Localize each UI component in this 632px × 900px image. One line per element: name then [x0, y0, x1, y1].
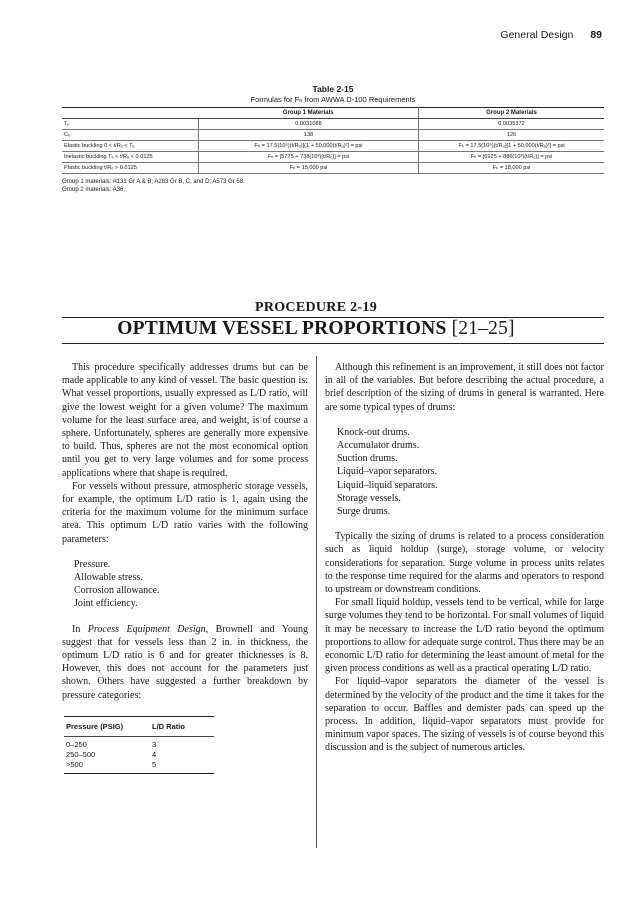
paragraph: For liquid–vapor separators the diameter of the vessel is determined by the velocity of the product and the time it takes for the separation to occur. Baffles and demister pads can speed up the process. In addition, liquid–vapor separators must provide for minimum vapor spaces. The sizing of vessels is of course beyond this discussion and is the subject of numerous articles. — [325, 676, 604, 754]
procedure-references: [21–25] — [451, 318, 515, 339]
list-item: Corrosion allowance. — [74, 585, 160, 597]
table-note: Group 2 materials: A36. — [62, 187, 126, 193]
table-cell: >500 — [66, 760, 83, 770]
formulas-table — [62, 107, 604, 174]
left-column — [62, 361, 308, 774]
procedure-title-text: OPTIMUM VESSEL PROPORTIONS — [117, 318, 447, 339]
table-cell: Fₕ = [5775 + 738(10³)(t/Rₒ)] = psi — [199, 152, 419, 163]
list-item: Surge drums. — [337, 506, 391, 518]
procedure-label: PROCEDURE 2-19 — [254, 300, 378, 315]
table-caption: Formulas for Fₕ from AWWA D-100 Requirements — [250, 95, 416, 104]
paragraph: For small liquid holdup, vessels tend to be vertical, while for large surge volumes they tend to be horizontal. For small volumes of liquid it may be necessary to increase the L/D ratio beyond the optimum proportions to allow for adequate surge control. Thus there may be an economic L/D ratio for determining the least amount of metal for the given process conditions as well as a practical operating L/D ratio. — [325, 597, 604, 675]
table-cell: 250–500 — [66, 750, 96, 760]
table-row — [62, 130, 604, 141]
column-header: Pressure (PSIG) — [64, 716, 150, 736]
text-run: In — [72, 623, 88, 635]
section-title: General Design — [500, 29, 574, 41]
list-item: Accumulator drums. — [337, 440, 420, 452]
table-row — [62, 119, 604, 130]
table-cell: Fₕ = 18,000 psi — [419, 163, 605, 174]
paragraph: Although this refinement is an improvement, it still does not factor in all of the variables. But before describing the actual procedure, a brief description of the sizing of drums in general is warranted. Here are some typical types of drums: — [325, 362, 604, 413]
row-label: Tₑ — [62, 119, 199, 130]
table-row — [62, 141, 604, 152]
table-2-15 — [62, 84, 604, 194]
paragraph — [62, 623, 308, 702]
table-cell: Fₕ = [6925 + 886(10³)(t/Rₒ)] = psi — [419, 152, 605, 163]
list-item: Knock-out drums. — [337, 426, 410, 438]
paragraph: Typically the sizing of drums is related to a process consideration such as liquid holdup (surge), storage volume, or velocity considerations for separation. Surge volume in process units relates to the response time required for the alarms and operators to respond to upstream or downstream conditions. — [325, 531, 604, 596]
table-cell: 0.0035372 — [419, 119, 605, 130]
column-header — [62, 108, 199, 119]
table-cell: Fₕ = 17.5(10⁵)(t/Rₒ)[1 + 50,000(t/Rₒ)²] = psi — [419, 141, 605, 152]
right-column — [325, 361, 604, 755]
table-row — [62, 163, 604, 174]
row-label: Cₑ — [62, 130, 199, 141]
heading-rule-bottom — [62, 343, 604, 344]
list-item: Joint efficiency. — [74, 598, 138, 610]
table-cell: 4 — [152, 750, 157, 760]
list-item: Suction drums. — [337, 453, 398, 465]
table-notes — [62, 178, 604, 194]
table-note: Group 1 materials: A131 Gr A & B; A283 Gr B, C, and D; A573 Gr 58. — [62, 179, 245, 185]
row-label: Inelastic buckling Tₑ < t/Rₒ < 0.0125 — [62, 152, 199, 163]
table-cell: 5 — [152, 760, 157, 770]
column-header: L/D Ratio — [150, 716, 214, 736]
table-row — [64, 750, 214, 760]
column-divider — [316, 356, 317, 848]
table-cell: 0.0031088 — [199, 119, 419, 130]
list-item: Storage vessels. — [337, 492, 401, 504]
table-cell: Fₕ = 15,000 psi — [199, 163, 419, 174]
procedure-title — [0, 318, 632, 340]
parameter-list — [74, 558, 308, 611]
page-number: 89 — [590, 29, 602, 41]
column-header: Group 2 Materials — [419, 108, 605, 119]
drum-types-list — [337, 426, 604, 518]
list-item: Liquid–vapor separators. — [337, 466, 437, 478]
paragraph: This procedure specifically addresses drums but can be made applicable to any kind of vessel. The basic question is: What vessel proportions, usually expressed as L/D ratio, will give the lowest weight for a given volume? The maximum volume for the least surface area, and weight, is of course a sphere. Unfortunately, spheres are generally more expensive to build. Thus, spheres are not the most economical option until you get to very large volumes and for some process applications where that shape is required. — [62, 362, 308, 479]
column-header: Group 1 Materials — [199, 108, 419, 119]
list-item: Liquid–liquid separators. — [337, 479, 438, 491]
table-cell: 138 — [199, 130, 419, 141]
list-item: Pressure. — [74, 558, 111, 570]
table-header-row — [64, 716, 214, 736]
book-title: Process Equipment Design — [87, 623, 206, 635]
table-cell: 0–250 — [66, 740, 87, 750]
row-label: Plastic buckling t/Rₒ > 0.0125 — [62, 163, 199, 174]
list-item: Allowable stress. — [74, 572, 143, 584]
text-run: , Brownell and Young suggest that for vessels less than 2 in. in thickness, the optimum L/D ratio is 6 and for greater thicknesses is 8. However, this does not account for the parameters just shown. Others have suggested a further breakdown by pressure categories: — [62, 623, 308, 701]
table-cell: Fₕ = 17.5(10⁵)(t/Rₒ)[(1 + 50,000(t/Rₒ)²] = psi — [199, 141, 419, 152]
table-row — [64, 737, 214, 751]
table-row — [64, 760, 214, 774]
table-title: Table 2-15 — [312, 84, 354, 94]
table-cell: 126 — [419, 130, 605, 141]
row-label: Elastic buckling 0 < t/Rₒ < Tₑ — [62, 141, 199, 152]
paragraph: For vessels without pressure, atmospheric storage vessels, for example, the optimum L/D ratio is 1, again using the criteria for the maximum volume for the minimum surface area. This optimum L/D ratio varies with the following parameters: — [62, 480, 308, 545]
table-cell: 3 — [152, 740, 157, 750]
table-row — [62, 152, 604, 163]
table-header-row — [62, 108, 604, 119]
running-header — [500, 29, 602, 41]
pressure-ld-table — [64, 716, 214, 774]
